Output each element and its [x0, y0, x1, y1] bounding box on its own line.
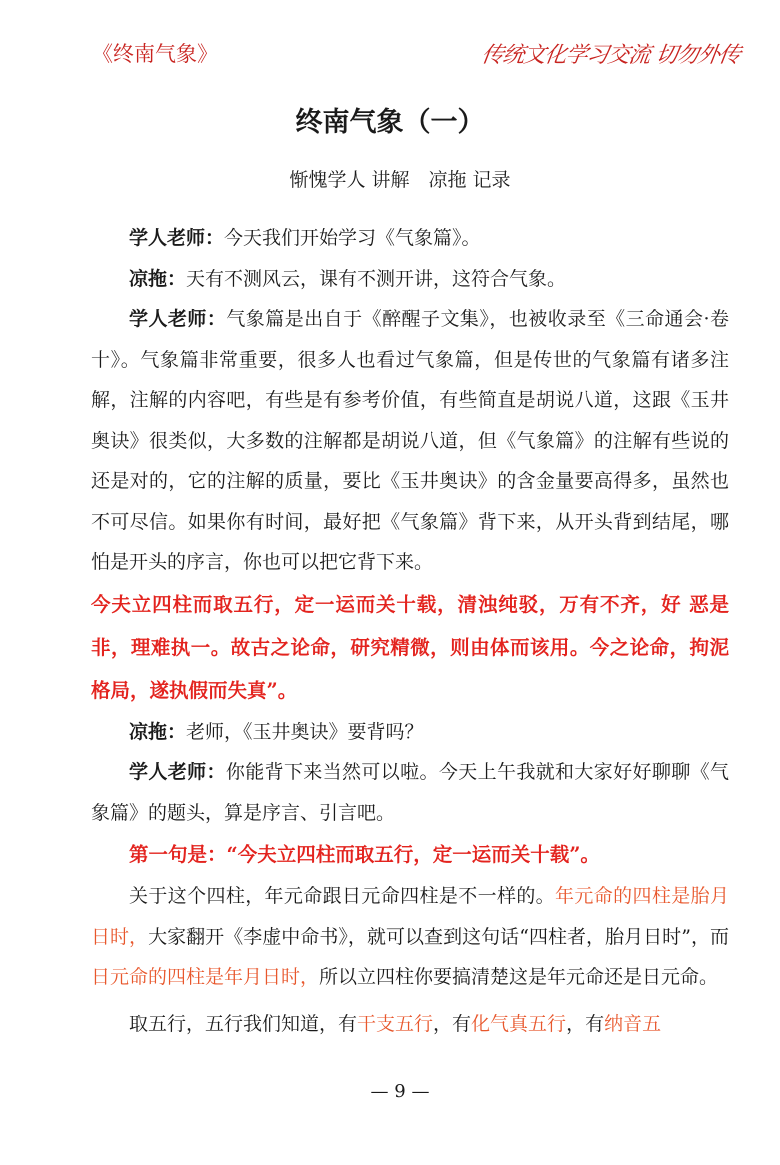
page-number: — 9 — [370, 1081, 430, 1102]
page-title: 终南气象（一） [295, 107, 485, 138]
paragraph-text: 天有不测风云，课有不测开讲，这符合气象。 [186, 267, 567, 290]
paragraph-4 [91, 712, 729, 753]
speaker-label: 学人老师： [129, 761, 226, 783]
highlight-text: 年元命的四柱是胎月日时， [91, 885, 729, 948]
paragraph-text: 气象篇是出自于《醉醒子文集》，也被收录至《三命通会·卷十》。气象篇非常重要，很多人也看过气象篇，但是传世的气象篇有诸多注解，注解的内容吧，有些是有参考价值，有些简直是胡说八道，这跟《玉井奥诀》很类似，大多数的注解都是胡说八道，但《气象篇》的注解有些说的还是对的，它的注解的质量，要比《玉井奥诀》的含金量要高得多，虽然也不可尽信。如果你有时间，最好把《气象篇》背下来，从开头背到结尾，哪怕是开头的序言，你也可以把它背下来。 [91, 308, 729, 573]
byline: 惭愧学人 讲解 凉拖 记录 [289, 169, 511, 191]
highlight-text: 纳音五 [604, 1012, 662, 1035]
speaker-label: 学人老师： [129, 308, 227, 330]
paragraph-text: 大家翻开《李虚中命书》，就可以查到这句话“四柱者，胎月日时”，而 [148, 925, 729, 948]
paragraph-text: 老师，《玉井奥诀》要背吗？ [186, 720, 424, 743]
quoted-passage: 今夫立四柱而取五行，定一运而关十载，清浊纯驳，万有不齐，好 恶是非，理难执一。故古之论命，研究精微，则由体而该用。今之论命，拘泥格局，遂执假而失真”。 [91, 592, 729, 702]
first-sentence-heading: 第一句是：“今夫立四柱而取五行，定一运而关十载”。 [129, 843, 600, 866]
header-notice: 传统文化学习交流 切勿外传 [479, 43, 742, 68]
header-book-title: 《终南气象》 [92, 42, 218, 66]
speaker-label: 凉拖： [129, 267, 187, 290]
speaker-label: 学人老师： [129, 227, 225, 249]
paragraph-text: ，有 [433, 1012, 472, 1035]
paragraph-text: 关于这个四柱，年元命跟日元命四柱是不一样的。 [129, 885, 556, 907]
paragraph-text: 取五行，五行我们知道，有 [129, 1012, 358, 1035]
paragraph-text: 今天我们开始学习《气象篇》。 [224, 227, 481, 249]
paragraph-3 [91, 299, 729, 583]
speaker-label: 凉拖： [129, 720, 187, 743]
paragraph-text: 所以立四柱你要搞清楚这是年元命还是日元命。 [319, 966, 719, 988]
document-body [91, 218, 729, 1044]
paragraph-5 [91, 752, 729, 833]
paragraph-8 [91, 1004, 729, 1045]
paragraph-text: ，有 [566, 1012, 605, 1035]
paragraph-2 [91, 259, 729, 300]
paragraph-text: 你能背下来当然可以啦。今天上午我就和大家好好聊聊《气象篇》的题头，算是序言、引言吧。 [91, 761, 729, 824]
paragraph-7 [91, 876, 729, 998]
highlight-text: 干支五行 [357, 1012, 434, 1035]
paragraph-1 [91, 218, 729, 259]
highlight-text: 化气真五行 [471, 1012, 567, 1035]
highlight-text: 日元命的四柱是年月日时， [91, 966, 320, 988]
